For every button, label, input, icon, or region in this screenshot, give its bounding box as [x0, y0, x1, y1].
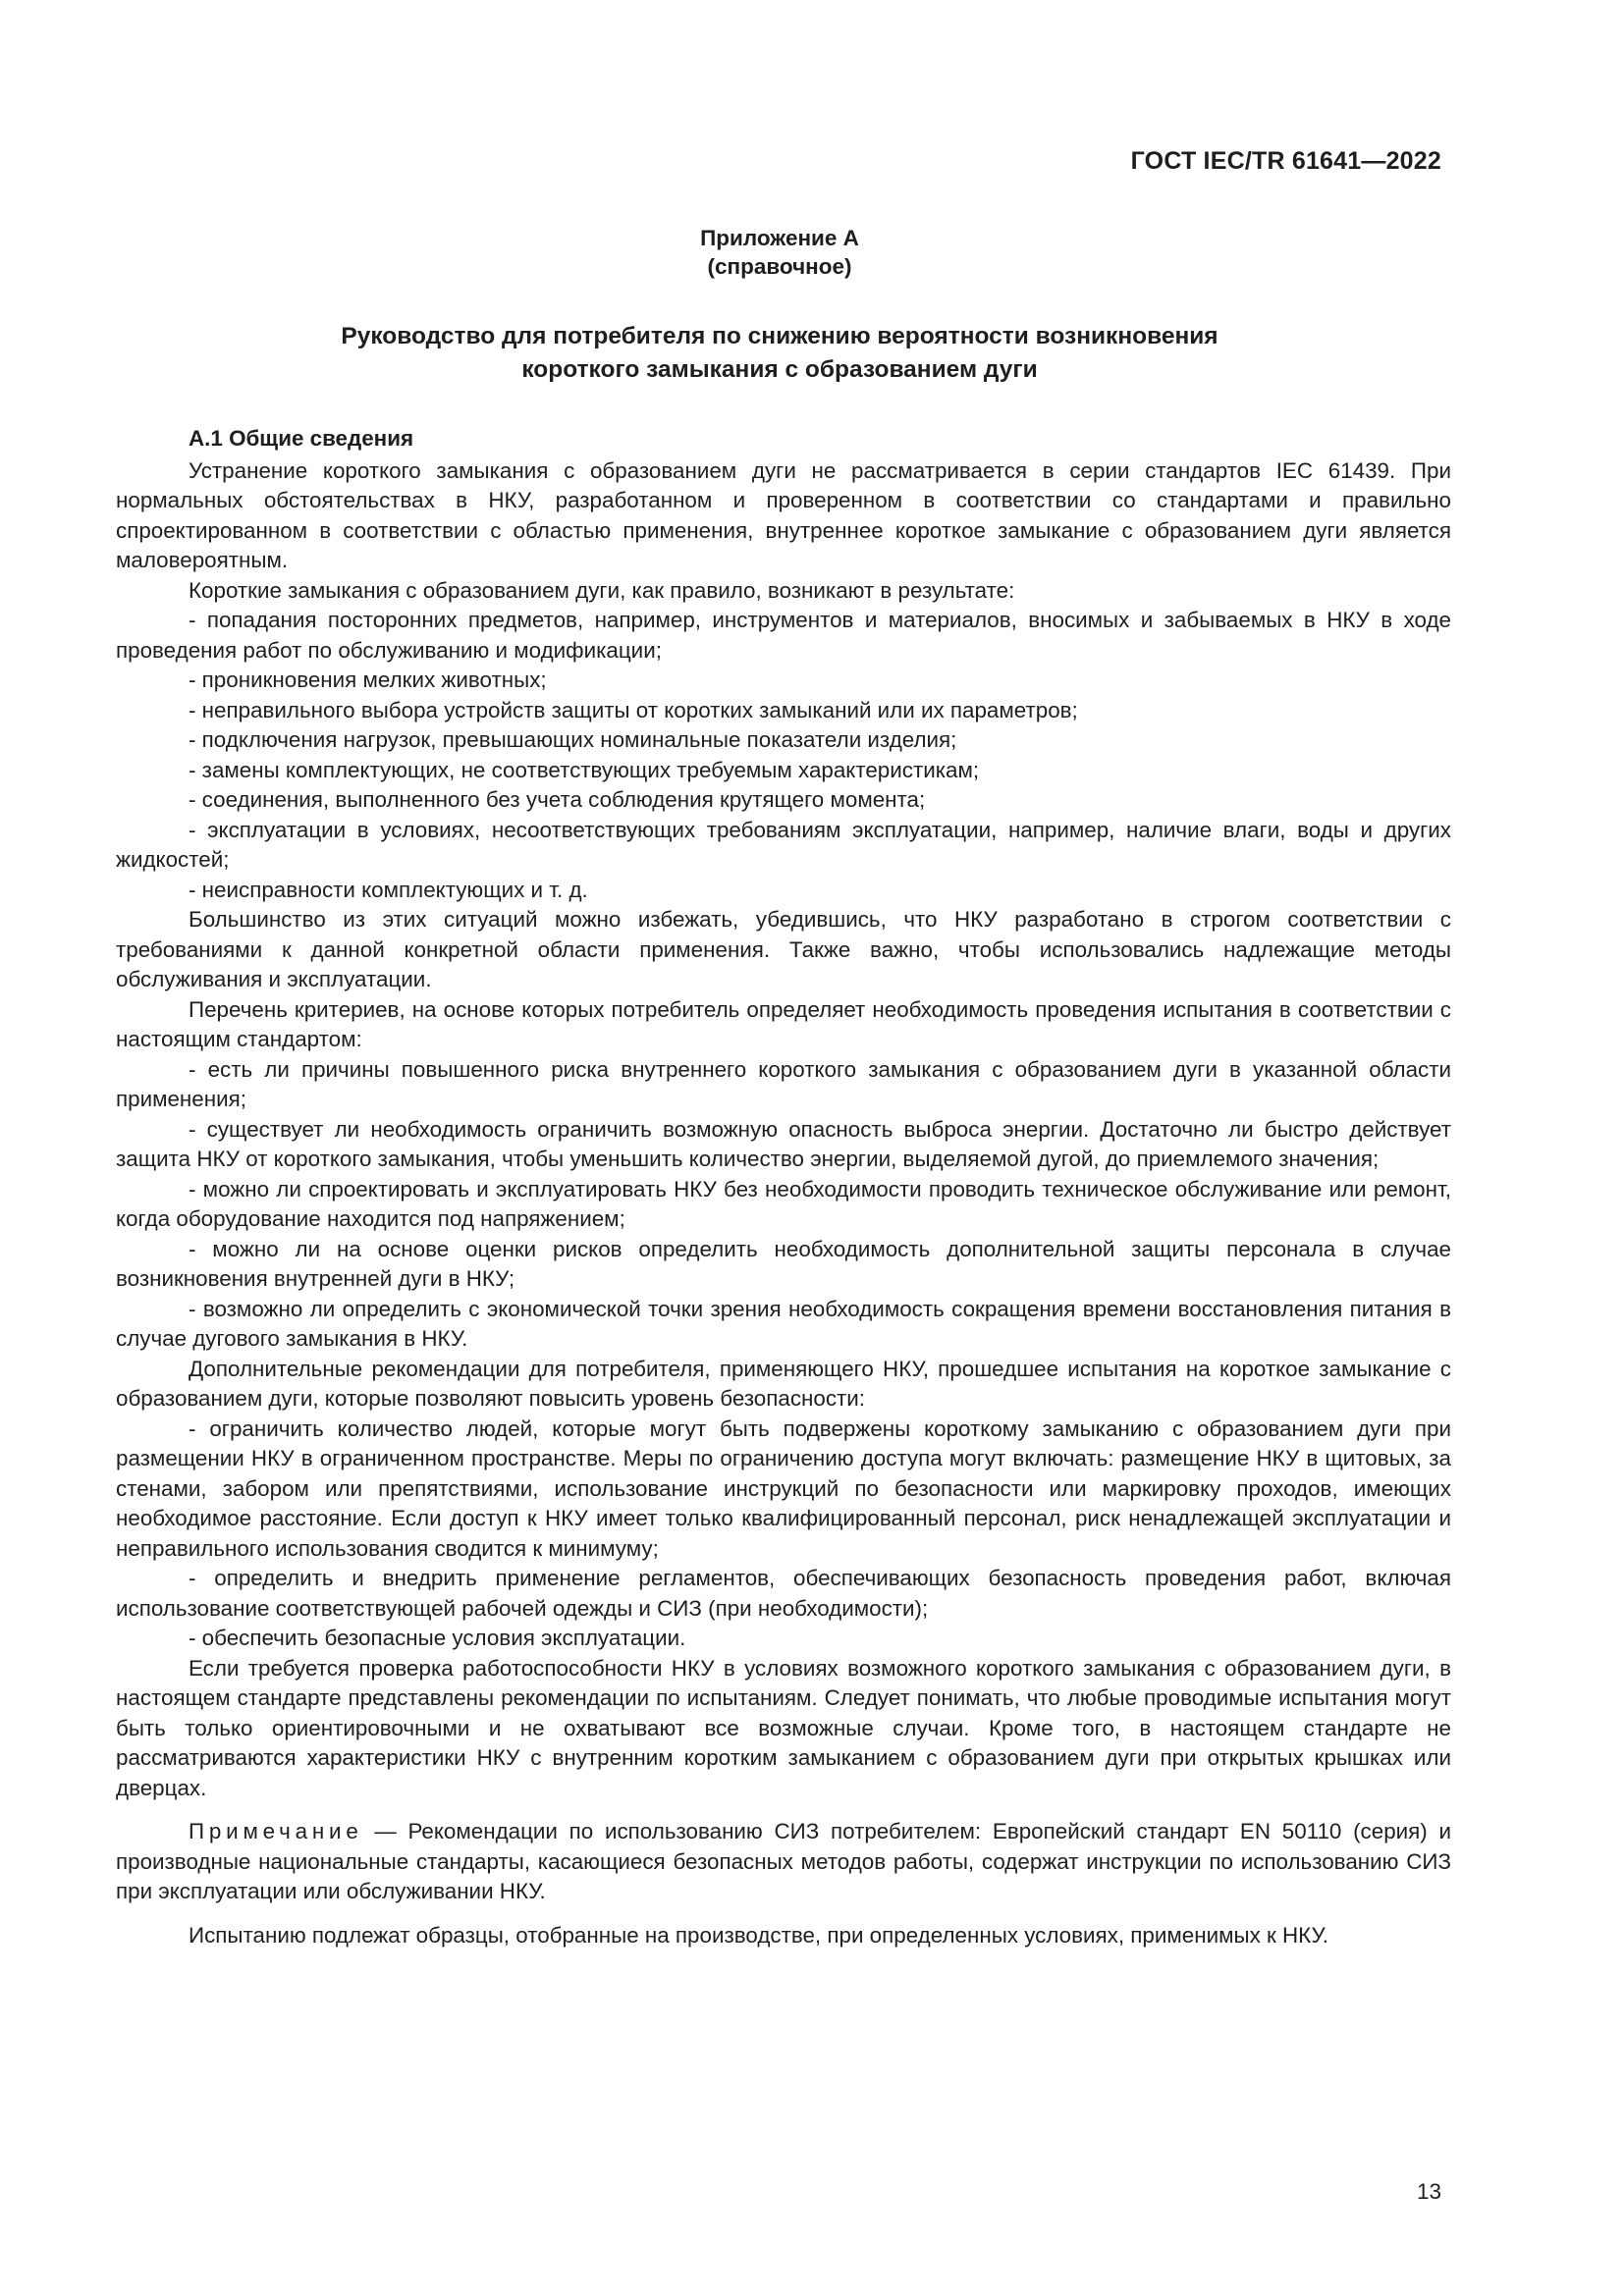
appendix-label: Приложение А — [700, 226, 859, 250]
paragraph: Устранение короткого замыкания с образованием дуги не рассматривается в серии стандартов IEC 61439. При нормальных обстоятельствах в НКУ, разработанном и проверенном в соответствии со стандартами и правильно спроектированном в соответствии с областью применения, внутреннее короткое замыкание с образованием дуги является маловероятным. — [116, 457, 1451, 572]
list-item: - замены комплектующих, не соответствующих требуемым характеристикам; — [189, 757, 980, 782]
list-item: - проникновения мелких животных; — [189, 667, 547, 692]
paragraph: Короткие замыкания с образованием дуги, как правило, возникают в результате: — [189, 577, 1015, 603]
note — [116, 1817, 1451, 1907]
appendix-title — [0, 320, 1559, 387]
list-item: - возможно ли определить с экономической точки зрения необходимость сокращения времени восстановления питания в случае дугового замыкания в НКУ. — [116, 1296, 1451, 1351]
list-item: - существует ли необходимость ограничить возможную опасность выброса энергии. Достаточно ли быстро действует защита НКУ от короткого замыкания, чтобы уменьшить количество энергии, выделяемой дугой, до приемлемого значения; — [116, 1116, 1451, 1171]
appendix-title-line-1: Руководство для потребителя по снижению вероятности возникновения — [341, 323, 1218, 349]
list-item: - попадания посторонних предметов, например, инструментов и материалов, вносимых и забываемых в НКУ в ходе проведения работ по обслуживанию и модификации; — [116, 608, 1451, 663]
paragraph: Перечень критериев, на основе которых потребитель определяет необходимость проведения испытания в соответствии с настоящим стандартом: — [116, 996, 1451, 1051]
note-label: Примечание — [189, 1819, 363, 1843]
page-number: 13 — [1416, 2179, 1441, 2204]
list-item: - можно ли спроектировать и эксплуатировать НКУ без необходимости проводить техническое обслуживание или ремонт, когда оборудование находится под напряжением; — [116, 1176, 1451, 1231]
list-item: - неисправности комплектующих и т. д. — [189, 877, 588, 902]
document-code: ГОСТ IEC/TR 61641—2022 — [1130, 147, 1441, 175]
list-item: - ограничить количество людей, которые могут быть подвержены короткому замыканию с образованием дуги при размещении НКУ в ограниченном пространстве. Меры по ограничению доступа могут включать: размещение НКУ в щитовых, за стенами, забором или препятствиями, использование инструкций по безопасности или маркировку проходов, имеющих необходимое расстояние. Если доступ к НКУ имеет только квалифицированный персонал, риск ненадлежащей эксплуатации и неправильного использования сводится к минимуму; — [116, 1415, 1451, 1561]
appendix-title-line-2: короткого замыкания с образованием дуги — [521, 356, 1038, 383]
list-item: - соединения, выполненного без учета соблюдения крутящего момента; — [189, 787, 926, 812]
appendix-type: (справочное) — [707, 254, 852, 279]
list-item: - есть ли причины повышенного риска внутреннего короткого замыкания с образованием дуги в указанной области применения; — [116, 1056, 1451, 1111]
list-item: - эксплуатации в условиях, несоответствующих требованиям эксплуатации, например, наличие влаги, воды и других жидкостей; — [116, 817, 1451, 872]
body-text — [116, 424, 1451, 1950]
note-text: — Рекомендации по использованию СИЗ потребителем: Европейский стандарт EN 50110 (серия) и производные национальные стандарты, касающиеся безопасных методов работы, содержат инструкции по использованию СИЗ при эксплуатации или обслуживании НКУ. — [116, 1819, 1451, 1903]
paragraph: Если требуется проверка работоспособности НКУ в условиях возможного короткого замыкания с образованием дуги, в настоящем стандарте представлены рекомендации по испытаниям. Следует понимать, что любые проводимые испытания могут быть только ориентировочными и не охватывают все возможные случаи. Кроме того, в настоящем стандарте не рассматриваются характеристики НКУ с внутренним коротким замыканием с образованием дуги при открытых крышках или дверцах. — [116, 1655, 1451, 1800]
paragraph: Дополнительные рекомендации для потребителя, применяющего НКУ, прошедшее испытания на короткое замыкание с образованием дуги, которые позволяют повысить уровень безопасности: — [116, 1356, 1451, 1411]
final-paragraph: Испытанию подлежат образцы, отобранные на производстве, при определенных условиях, применимых к НКУ. — [189, 1922, 1328, 1948]
list-item: - обеспечить безопасные условия эксплуатации. — [189, 1626, 686, 1650]
list-item: - подключения нагрузок, превышающих номинальные показатели изделия; — [189, 727, 957, 752]
paragraph: Большинство из этих ситуаций можно избежать, убедившись, что НКУ разработано в строгом соответствии с требованиями к данной конкретной области применения. Также важно, чтобы использовались надлежащие методы обслуживания и эксплуатации. — [116, 907, 1451, 991]
list-item: - определить и внедрить применение регламентов, обеспечивающих безопасность проведения работ, включая использование соответствующей рабочей одежды и СИЗ (при необходимости); — [116, 1566, 1451, 1621]
list-item: - можно ли на основе оценки рисков определить необходимость дополнительной защиты персонала в случае возникновения внутренней дуги в НКУ; — [116, 1236, 1451, 1291]
list-item: - неправильного выбора устройств защиты от коротких замыканий или их параметров; — [189, 697, 1078, 722]
section-heading: А.1 Общие сведения — [189, 426, 414, 451]
appendix-heading — [0, 224, 1559, 281]
